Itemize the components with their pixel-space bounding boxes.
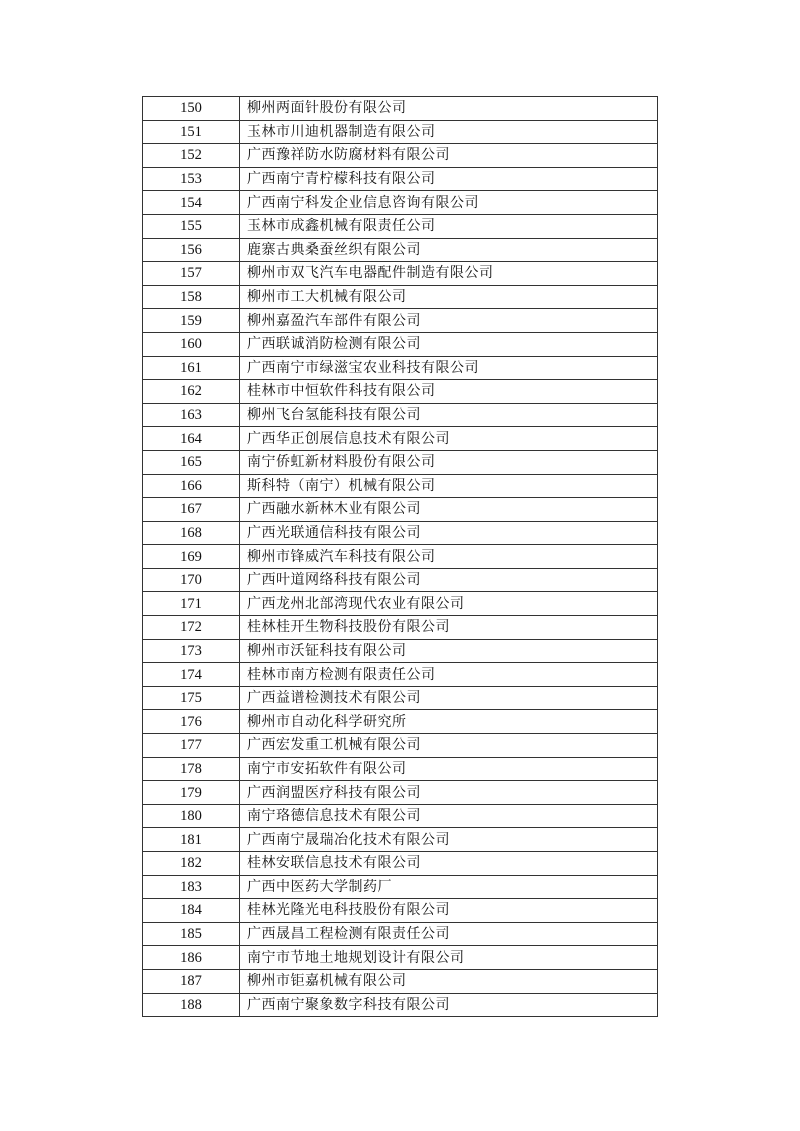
table-row (143, 191, 658, 215)
table-row (143, 356, 658, 380)
company-name: 广西益谱检测技术有限公司 (240, 686, 658, 710)
row-number: 175 (143, 686, 240, 710)
company-name: 柳州两面针股份有限公司 (240, 97, 658, 121)
row-number: 167 (143, 498, 240, 522)
company-list-body (143, 97, 658, 1017)
company-name: 玉林市川迪机器制造有限公司 (240, 120, 658, 144)
company-name: 广西龙州北部湾现代农业有限公司 (240, 592, 658, 616)
table-row (143, 922, 658, 946)
row-number: 177 (143, 734, 240, 758)
company-name: 南宁市节地土地规划设计有限公司 (240, 946, 658, 970)
row-number: 185 (143, 922, 240, 946)
table-row (143, 946, 658, 970)
company-name: 柳州市锋威汽车科技有限公司 (240, 545, 658, 569)
table-row (143, 710, 658, 734)
table-row (143, 521, 658, 545)
table-row (143, 450, 658, 474)
company-name: 南宁侨虹新材料股份有限公司 (240, 450, 658, 474)
table-row (143, 804, 658, 828)
row-number: 188 (143, 993, 240, 1017)
row-number: 171 (143, 592, 240, 616)
table-row (143, 828, 658, 852)
row-number: 158 (143, 285, 240, 309)
table-row (143, 285, 658, 309)
company-name: 鹿寨古典桑蚕丝织有限公司 (240, 238, 658, 262)
table-row (143, 97, 658, 121)
row-number: 179 (143, 781, 240, 805)
row-number: 154 (143, 191, 240, 215)
table-row (143, 332, 658, 356)
table-row (143, 238, 658, 262)
company-name: 广西宏发重工机械有限公司 (240, 734, 658, 758)
row-number: 164 (143, 427, 240, 451)
company-name: 广西光联通信科技有限公司 (240, 521, 658, 545)
company-name: 广西南宁青柠檬科技有限公司 (240, 167, 658, 191)
row-number: 166 (143, 474, 240, 498)
company-name: 广西融水新林木业有限公司 (240, 498, 658, 522)
row-number: 173 (143, 639, 240, 663)
company-name: 广西润盟医疗科技有限公司 (240, 781, 658, 805)
table-row (143, 309, 658, 333)
company-name: 斯科特（南宁）机械有限公司 (240, 474, 658, 498)
company-name: 柳州市自动化科学研究所 (240, 710, 658, 734)
row-number: 161 (143, 356, 240, 380)
table-row (143, 781, 658, 805)
table-row (143, 568, 658, 592)
company-name: 广西南宁聚象数字科技有限公司 (240, 993, 658, 1017)
row-number: 168 (143, 521, 240, 545)
row-number: 176 (143, 710, 240, 734)
company-name: 广西叶道网络科技有限公司 (240, 568, 658, 592)
row-number: 184 (143, 899, 240, 923)
company-name: 南宁市安拓软件有限公司 (240, 757, 658, 781)
row-number: 162 (143, 380, 240, 404)
company-name: 广西南宁晟瑞冶化技术有限公司 (240, 828, 658, 852)
company-name: 广西晟昌工程检测有限责任公司 (240, 922, 658, 946)
row-number: 165 (143, 450, 240, 474)
company-name: 广西南宁科发企业信息咨询有限公司 (240, 191, 658, 215)
row-number: 174 (143, 663, 240, 687)
table-row (143, 757, 658, 781)
company-name: 南宁珞德信息技术有限公司 (240, 804, 658, 828)
table-row (143, 993, 658, 1017)
table-row (143, 686, 658, 710)
company-name: 桂林市南方检测有限责任公司 (240, 663, 658, 687)
table-row (143, 734, 658, 758)
company-name: 柳州市双飞汽车电器配件制造有限公司 (240, 262, 658, 286)
row-number: 156 (143, 238, 240, 262)
row-number: 152 (143, 144, 240, 168)
table-row (143, 403, 658, 427)
company-name: 柳州市钜嘉机械有限公司 (240, 969, 658, 993)
row-number: 155 (143, 214, 240, 238)
table-row (143, 474, 658, 498)
table-row (143, 144, 658, 168)
row-number: 170 (143, 568, 240, 592)
company-name: 广西华正创展信息技术有限公司 (240, 427, 658, 451)
row-number: 169 (143, 545, 240, 569)
company-name: 柳州市工大机械有限公司 (240, 285, 658, 309)
company-list-table (142, 96, 658, 1017)
table-row (143, 899, 658, 923)
table-row (143, 120, 658, 144)
row-number: 182 (143, 852, 240, 876)
company-name: 广西豫祥防水防腐材料有限公司 (240, 144, 658, 168)
company-name: 桂林安联信息技术有限公司 (240, 852, 658, 876)
table-row (143, 875, 658, 899)
table-row (143, 969, 658, 993)
row-number: 187 (143, 969, 240, 993)
table-row (143, 663, 658, 687)
row-number: 181 (143, 828, 240, 852)
company-name: 广西联诚消防检测有限公司 (240, 332, 658, 356)
table-row (143, 852, 658, 876)
table-row (143, 498, 658, 522)
table-row (143, 262, 658, 286)
table-row (143, 639, 658, 663)
table-row (143, 545, 658, 569)
row-number: 172 (143, 616, 240, 640)
row-number: 159 (143, 309, 240, 333)
company-name: 桂林市中恒软件科技有限公司 (240, 380, 658, 404)
company-name: 广西南宁市绿滋宝农业科技有限公司 (240, 356, 658, 380)
table-row (143, 592, 658, 616)
row-number: 157 (143, 262, 240, 286)
row-number: 153 (143, 167, 240, 191)
table-row (143, 427, 658, 451)
row-number: 151 (143, 120, 240, 144)
company-name: 广西中医药大学制药厂 (240, 875, 658, 899)
table-row (143, 167, 658, 191)
table-row (143, 380, 658, 404)
row-number: 186 (143, 946, 240, 970)
company-name: 桂林光隆光电科技股份有限公司 (240, 899, 658, 923)
row-number: 150 (143, 97, 240, 121)
row-number: 163 (143, 403, 240, 427)
row-number: 160 (143, 332, 240, 356)
table-row (143, 214, 658, 238)
company-name: 柳州嘉盈汽车部件有限公司 (240, 309, 658, 333)
table-row (143, 616, 658, 640)
row-number: 183 (143, 875, 240, 899)
company-name: 柳州市沃钲科技有限公司 (240, 639, 658, 663)
company-name: 柳州飞台氢能科技有限公司 (240, 403, 658, 427)
row-number: 178 (143, 757, 240, 781)
company-name: 桂林桂开生物科技股份有限公司 (240, 616, 658, 640)
row-number: 180 (143, 804, 240, 828)
company-name: 玉林市成鑫机械有限责任公司 (240, 214, 658, 238)
